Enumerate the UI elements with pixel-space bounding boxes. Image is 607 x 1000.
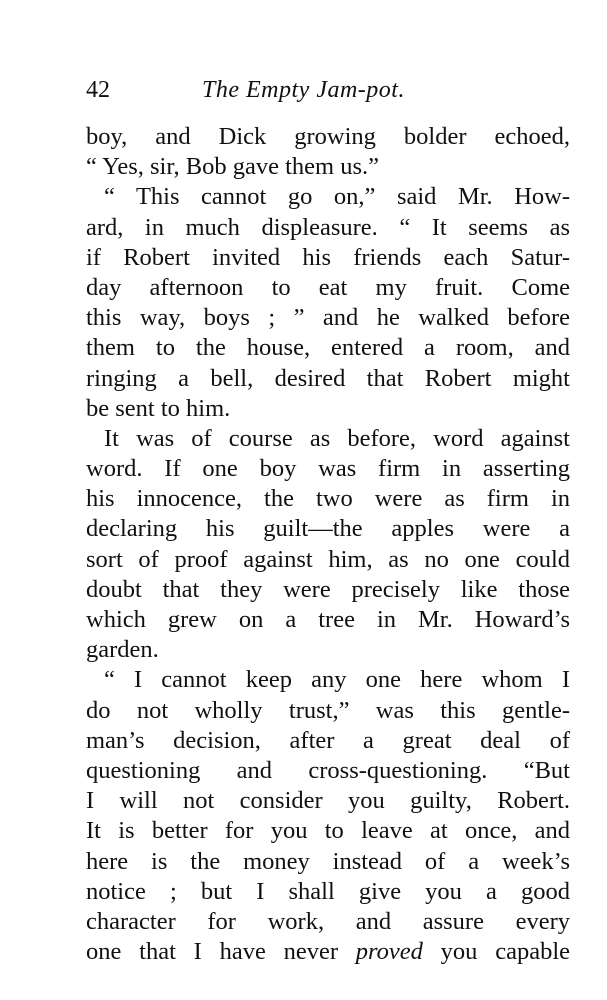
body-text	[86, 122, 570, 967]
text-line: “ This cannot go on,” said Mr. How-	[104, 183, 570, 211]
text-line: them to the house, entered a room, and	[86, 334, 570, 362]
text-line: day afternoon to eat my fruit. Come	[86, 273, 570, 301]
text-line: questioning and cross-questioning. “But	[86, 756, 570, 784]
text-line: doubt that they were precisely like those	[86, 575, 570, 603]
text-line: if Robert invited his friends each Satur-	[86, 243, 570, 271]
text-line: word. If one boy was firm in asserting	[86, 455, 570, 483]
final-line-start: one that I have never	[86, 938, 356, 966]
text-line: It is better for you to leave at once, and	[86, 817, 570, 845]
running-head	[86, 70, 570, 110]
text-line: “ Yes, sir, Bob gave them us.”	[86, 153, 379, 181]
text-line: notice ; but I shall give you a good	[86, 877, 570, 905]
text-line: I will not consider you guilty, Robert.	[86, 787, 570, 815]
text-line: “ I cannot keep any one here whom I	[104, 666, 570, 694]
text-line: boy, and Dick growing bolder echoed,	[86, 123, 570, 150]
text-line: ringing a bell, desired that Robert might	[86, 364, 570, 392]
final-line-end: you capable	[422, 938, 570, 966]
text-line: here is the money instead of a week’s	[86, 847, 570, 875]
page-number: 42	[86, 77, 110, 103]
text-line: be sent to him.	[86, 394, 231, 422]
text-line: sort of proof against him, as no one could	[86, 545, 570, 573]
text-line: which grew on a tree in Mr. Howard’s	[86, 606, 570, 633]
text-line: character for work, and assure every	[86, 907, 570, 935]
text-line: ard, in much displeasure. “ It seems as	[86, 213, 570, 241]
text-line: do not wholly trust,” was this gentle-	[86, 696, 570, 724]
text-line: It was of course as before, word against	[104, 424, 570, 452]
emphasized-word: proved	[355, 938, 423, 966]
text-line-final	[86, 937, 570, 967]
text-line: this way, boys ; ” and he walked before	[86, 304, 570, 332]
text-line: garden.	[86, 636, 159, 664]
text-line: declaring his guilt—the apples were a	[86, 515, 570, 543]
text-line: man’s decision, after a great deal of	[86, 726, 570, 754]
text-line: his innocence, the two were as firm in	[86, 485, 570, 513]
running-title: The Empty Jam-pot.	[202, 77, 405, 103]
book-page	[86, 70, 570, 967]
